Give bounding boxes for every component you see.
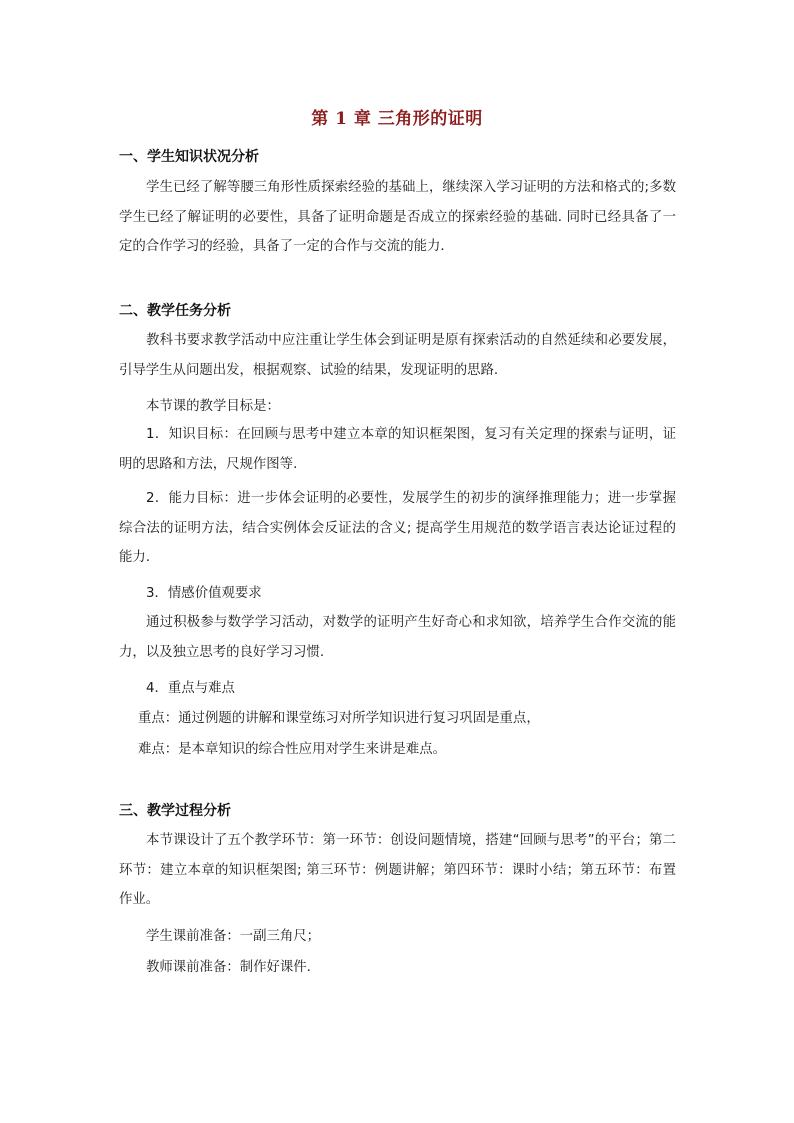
teacher-prep: 教师课前准备：制作好课件. bbox=[146, 960, 311, 975]
goal-emotion-title: 3．情感价值观要求 bbox=[146, 586, 262, 601]
goal-ability: 2．能力目标：进一步体会证明的必要性，发展学生的初步的演绎推理能力；进一步掌握综合法的证明方法，结合实例体会反证法的含义; 提高学生用规范的数学语言表达论证过程的能力. bbox=[119, 491, 676, 565]
section1-heading: 一、学生知识状况分析 bbox=[119, 149, 259, 165]
section3-heading: 三、教学过程分析 bbox=[119, 803, 231, 819]
section2-heading: 二、教学任务分析 bbox=[119, 303, 231, 319]
goals-intro: 本节课的教学目标是： bbox=[146, 399, 280, 414]
student-prep: 学生课前准备：一副三角尺； bbox=[146, 929, 321, 944]
goal-knowledge: 1．知识目标：在回顾与思考中建立本章的知识框架图，复习有关定理的探索与证明，证明的思路和方法，尺规作图等. bbox=[119, 427, 676, 472]
key-point: 重点：通过例题的讲解和课堂练习对所学知识进行复习巩固是重点， bbox=[138, 711, 540, 726]
section1-paragraph: 学生已经了解等腰三角形性质探索经验的基础上，继续深入学习证明的方法和格式的;多数学生已经了解证明的必要性，具备了证明命题是否成立的探索经验的基础. 同时已经具备了一定的合作学习的经验，具备了一定的合作与交流的能力. bbox=[119, 180, 676, 254]
goal-focus-title: 4．重点与难点 bbox=[146, 681, 235, 696]
section2-paragraph: 教科书要求教学活动中应注重让学生体会到证明是原有探索活动的自然延续和必要发展，引导学生从问题出发，根据观察、试验的结果，发现证明的思路. bbox=[119, 333, 676, 378]
goal-emotion-text: 通过积极参与数学学习活动，对数学的证明产生好奇心和求知欲，培养学生合作交流的能力，以及独立思考的良好学习习惯. bbox=[119, 615, 676, 660]
document-title: 第 1 章 三角形的证明 bbox=[311, 109, 483, 129]
difficulty: 难点：是本章知识的综合性应用对学生来讲是难点。 bbox=[138, 742, 446, 757]
section3-paragraph: 本节课设计了五个教学环节：第一环节：创设问题情境，搭建“回顾与思考”的平台；第二环节：建立本章的知识框架图; 第三环节：例题讲解；第四环节：课时小结；第五环节：布置作业。 bbox=[119, 833, 676, 907]
